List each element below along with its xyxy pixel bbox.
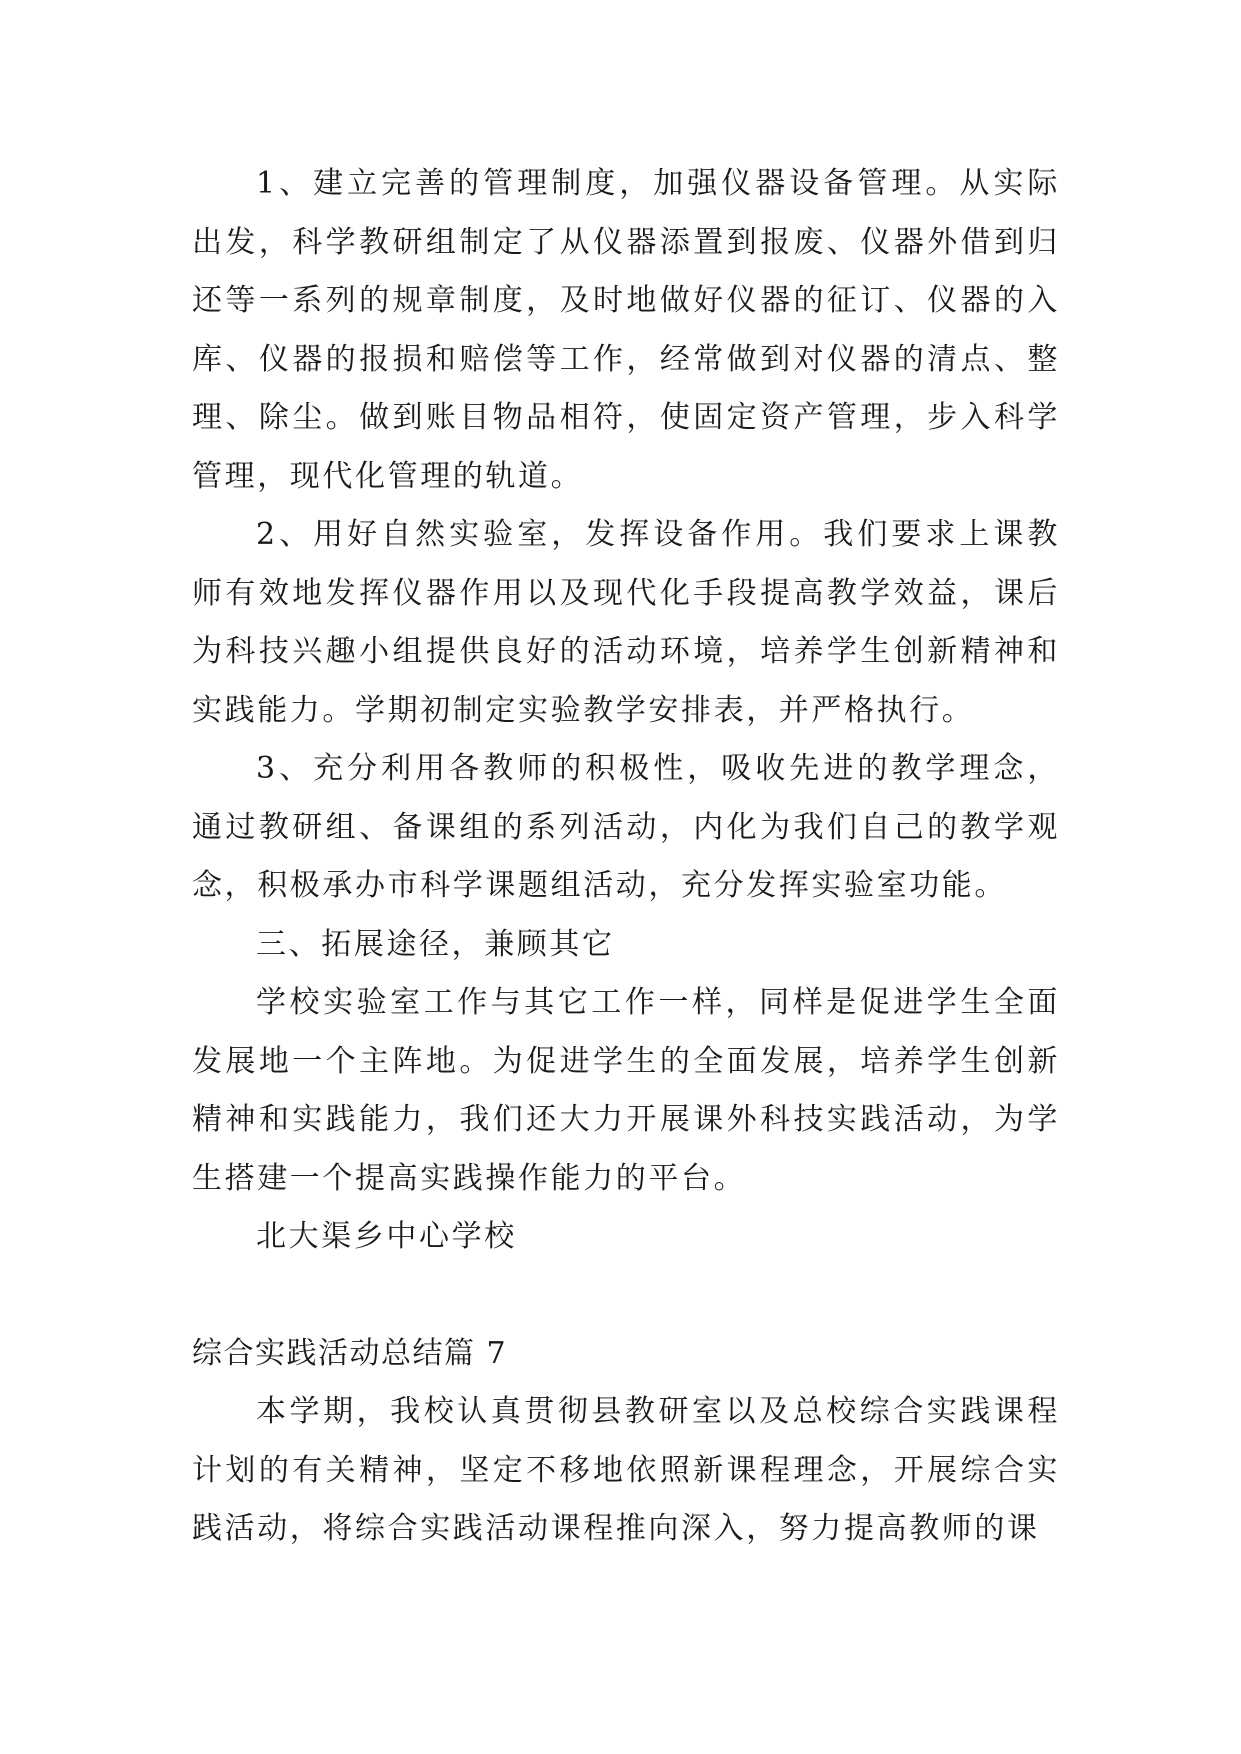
- section-title: 综合实践活动总结篇 7: [192, 1335, 508, 1371]
- paragraph-semester-summary: 本学期，我校认真贯彻县教研室以及总校综合实践课程计划的有关精神，坚定不移地依照新课程理念，开展综合实践活动，将综合实践活动课程推向深入，努力提高教师的课: [192, 1394, 1060, 1546]
- spacer: [192, 1267, 1060, 1325]
- section-heading-expand-approaches: 三、拓展途径，兼顾其它: [256, 926, 615, 962]
- signature-school-name: 北大渠乡中心学校: [256, 1219, 517, 1254]
- paragraph-lab-work: 学校实验室工作与其它工作一样，同样是促进学生全面发展地一个主阵地。为促进学生的全面发展，培养学生创新精神和实践能力，我们还大力开展课外科技实践活动，为学生搭建一个提高实践操作能力的平台。: [192, 985, 1060, 1196]
- document-page: [192, 155, 1060, 1559]
- paragraph-laboratory-use: 2、用好自然实验室，发挥设备作用。我们要求上课教师有效地发挥仪器作用以及现代化手段提高教学效益，课后为科技兴趣小组提供良好的活动环境，培养学生创新精神和实践能力。学期初制定实验教学安排表，并严格执行。: [192, 517, 1060, 728]
- paragraph-equipment-management: 1、建立完善的管理制度，加强仪器设备管理。从实际出发，科学教研组制定了从仪器添置到报废、仪器外借到归还等一系列的规章制度，及时地做好仪器的征订、仪器的入库、仪器的报损和赔偿等工作，经常做到对仪器的清点、整理、除尘。做到账目物品相符，使固定资产管理，步入科学管理，现代化管理的轨道。: [192, 166, 1060, 494]
- paragraph-teacher-initiative: 3、充分利用各教师的积极性，吸收先进的教学理念，通过教研组、备课组的系列活动，内化为我们自己的教学观念，积极承办市科学课题组活动，充分发挥实验室功能。: [192, 751, 1060, 903]
